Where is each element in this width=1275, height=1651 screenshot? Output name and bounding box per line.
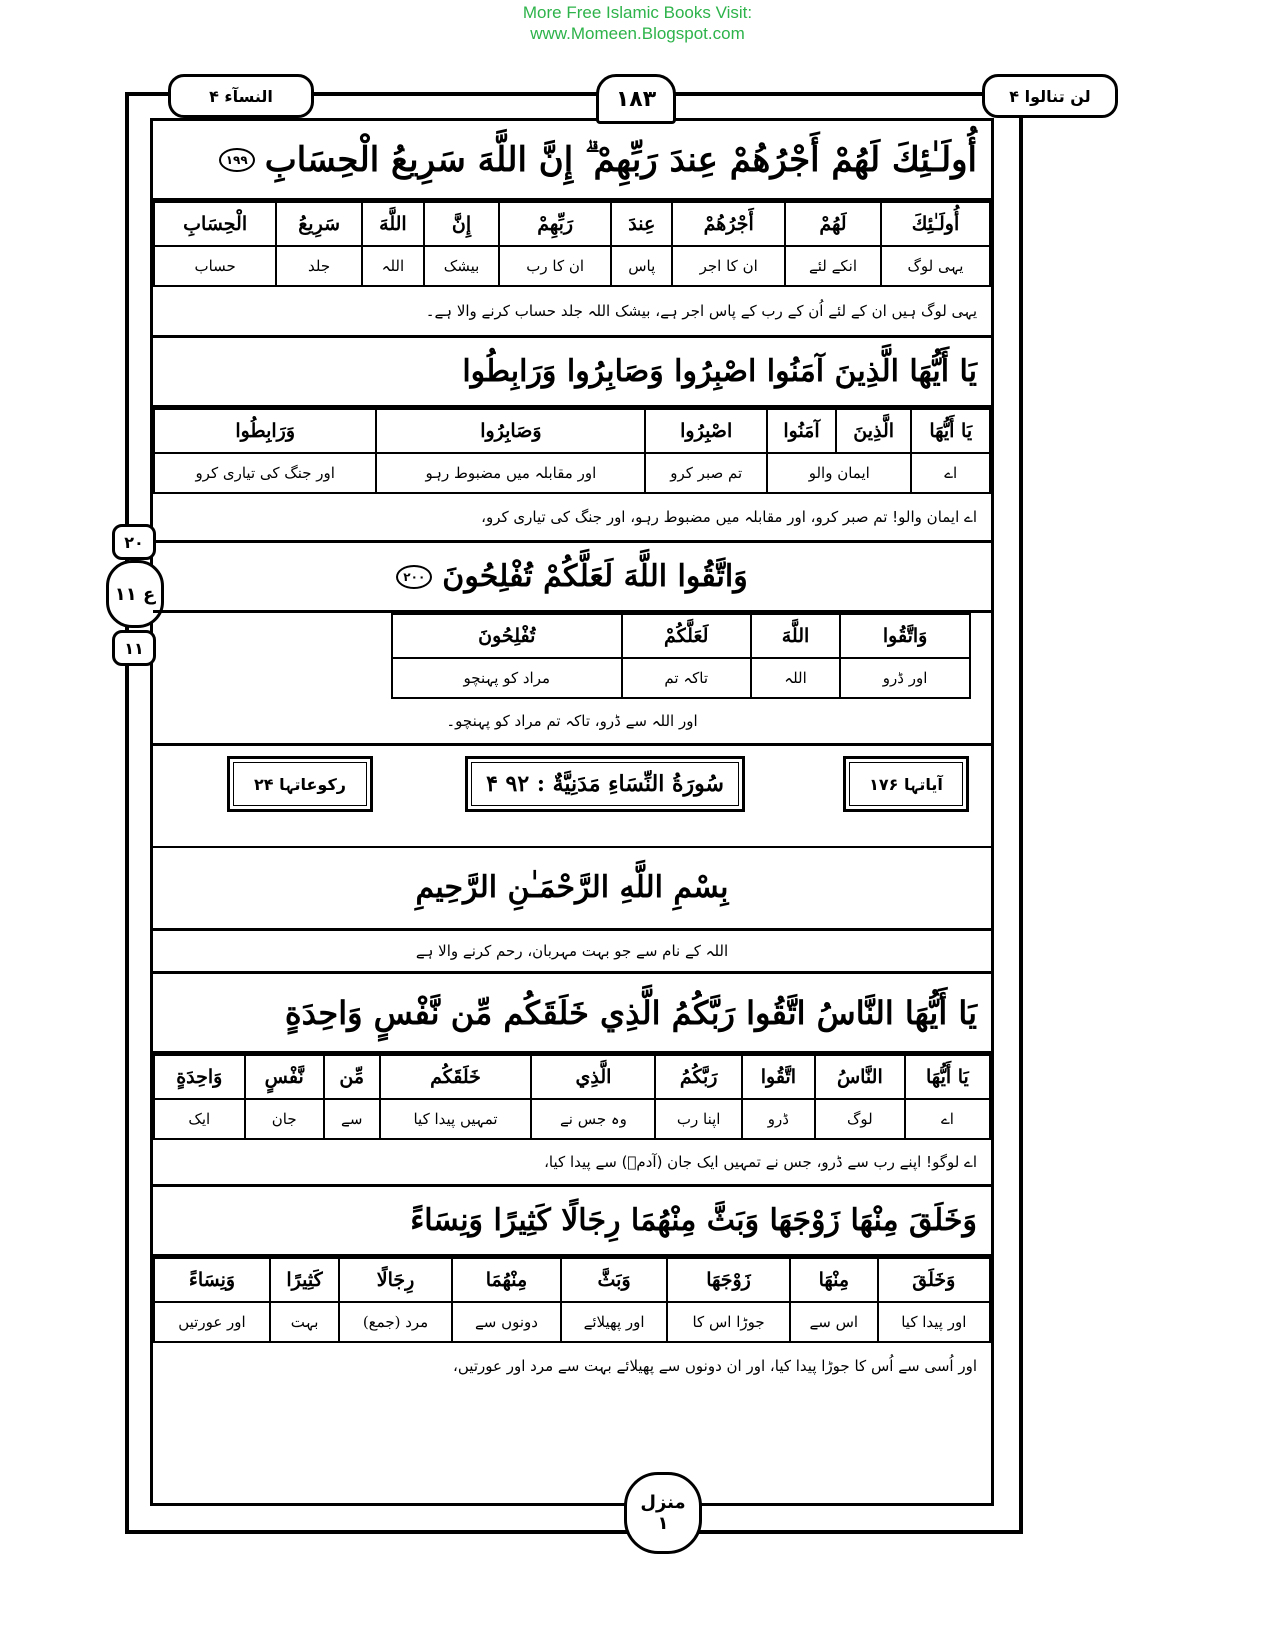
word-urdu: حساب (154, 246, 276, 286)
word-urdu: بہت (270, 1302, 339, 1342)
site-banner (0, 2, 1275, 44)
word-urdu: ان کا اجر (672, 246, 785, 286)
verse-line (153, 1187, 991, 1257)
word-urdu: انکے لئے (785, 246, 881, 286)
word-arabic: لَعَلَّكُمْ (622, 614, 751, 658)
word-urdu: تم صبر کرو (645, 453, 767, 493)
word-urdu: ایک (154, 1099, 245, 1139)
manzil-number: ۱ (657, 1513, 669, 1534)
basmala: بِسْمِ اللَّهِ الرَّحْمَـٰنِ الرَّحِيمِ (153, 848, 991, 931)
word-urdu: ان کا رب (499, 246, 611, 286)
ayat-count-box: آیاتہا ۱۷۶ (843, 756, 969, 812)
word-urdu: ڈرو (742, 1099, 815, 1139)
word-arabic: اصْبِرُوا (645, 409, 767, 453)
word-arabic: لَهُمْ (785, 202, 881, 246)
verse-line (153, 121, 991, 201)
ruku-marker-top: ۲۰ (112, 524, 156, 560)
word-urdu: جان (245, 1099, 324, 1139)
juz-header-label: لن تنالوا ۴ (982, 74, 1118, 118)
word-table (153, 1054, 991, 1140)
word-urdu: اے (905, 1099, 990, 1139)
word-arabic: تُفْلِحُونَ (392, 614, 622, 658)
banner-line-1: More Free Islamic Books Visit: (522, 3, 753, 22)
word-urdu: اور پیدا کیا (878, 1302, 990, 1342)
word-arabic: وَبَثَّ (561, 1258, 667, 1302)
word-urdu: اپنا رب (655, 1099, 741, 1139)
word-arabic: زَوْجَهَا (667, 1258, 790, 1302)
surah-name-box: ۴ سُورَةُ النِّسَاءِ مَدَنِيَّةٌ : ۹۲ (465, 756, 745, 812)
word-arabic: النَّاسُ (815, 1055, 905, 1099)
word-urdu: اس سے (790, 1302, 878, 1342)
manzil-label: منزل (640, 1492, 686, 1513)
word-arabic: عِندَ (611, 202, 672, 246)
word-urdu: یہی لوگ (881, 246, 990, 286)
word-arabic: إِنَّ (424, 202, 499, 246)
word-urdu: تمہیں پیدا کیا (380, 1099, 532, 1139)
word-urdu: تاکہ تم (622, 658, 751, 698)
word-arabic: خَلَقَكُم (380, 1055, 532, 1099)
word-urdu: پاس (611, 246, 672, 286)
word-urdu: دونوں سے (452, 1302, 561, 1342)
page-number: ۱۸۳ (596, 74, 676, 124)
word-table (153, 201, 991, 287)
word-arabic: وَرَابِطُوا (154, 409, 376, 453)
word-arabic: آمَنُوا (767, 409, 836, 453)
word-arabic: مِّن (324, 1055, 380, 1099)
banner-url[interactable]: www.Momeen.Blogspot.com (530, 24, 745, 43)
ruku-marker: ع ۱۱ (106, 560, 164, 628)
verse-number-badge: ۲۰۰ (396, 565, 432, 589)
translation-line: اور اُسی سے اُس کا جوڑا پیدا کیا، اور ان دونوں سے پھیلائے بہت سے مرد اور عورتیں، (453, 1357, 977, 1375)
basmala-translation: اللہ کے نام سے جو بہت مہربان، رحم کرنے والا ہے (153, 931, 991, 974)
translation-line: اور اللہ سے ڈرو، تاکہ تم مراد کو پہنچو۔ (153, 699, 991, 746)
verse-line (153, 543, 991, 613)
word-urdu: ایمان والو (767, 453, 911, 493)
word-urdu: وہ جس نے (531, 1099, 655, 1139)
word-urdu: اور مقابلہ میں مضبوط رہو (376, 453, 645, 493)
word-arabic: رَبَّكُمُ (655, 1055, 741, 1099)
translation-line: یہی لوگ ہیں ان کے لئے اُن کے رب کے پاس اجر ہے، بیشک اللہ جلد حساب کرنے والا ہے۔ (153, 287, 991, 338)
word-urdu: اللہ (751, 658, 840, 698)
verse-line (153, 338, 991, 408)
word-arabic: وَاتَّقُوا (840, 614, 970, 658)
word-urdu: اے (911, 453, 990, 493)
word-urdu: اور ڈرو (840, 658, 970, 698)
ruku-count-box: رکوعاتہا ۲۴ (227, 756, 373, 812)
word-urdu: اللہ (362, 246, 424, 286)
word-arabic: الَّذِي (531, 1055, 655, 1099)
word-urdu: بیشک (424, 246, 499, 286)
word-table (391, 613, 971, 699)
translation-line: اے لوگو! اپنے رب سے ڈرو، جس نے تمہیں ایک جان (آدمؑ) سے پیدا کیا، (153, 1140, 991, 1187)
word-arabic: أُولَـٰئِكَ (881, 202, 990, 246)
word-urdu: اور جنگ کی تیاری کرو (154, 453, 376, 493)
verse-text: وَخَلَقَ مِنْهَا زَوْجَهَا وَبَثَّ مِنْهُمَا رِجَالًا كَثِيرًا وَنِسَاءً (410, 1203, 977, 1238)
word-arabic: وَخَلَقَ (878, 1258, 990, 1302)
verse-text: يَا أَيُّهَا الَّذِينَ آمَنُوا اصْبِرُوا وَصَابِرُوا وَرَابِطُوا (462, 354, 977, 389)
translation-line: اے ایمان والو! تم صبر کرو، اور مقابلہ میں مضبوط رہو، اور جنگ کی تیاری کرو، (153, 494, 991, 543)
surah-heading (153, 746, 991, 848)
word-arabic: رَبِّهِمْ (499, 202, 611, 246)
word-arabic: أَجْرُهُمْ (672, 202, 785, 246)
word-urdu: مراد کو پہنچو (392, 658, 622, 698)
word-table (153, 1257, 991, 1343)
word-arabic: الْحِسَابِ (154, 202, 276, 246)
page-content (153, 121, 991, 1389)
word-arabic: وَصَابِرُوا (376, 409, 645, 453)
verse-text: يَا أَيُّهَا النَّاسُ اتَّقُوا رَبَّكُمُ الَّذِي خَلَقَكُم مِّن نَّفْسٍ وَاحِدَةٍ (284, 993, 977, 1032)
word-arabic: كَثِيرًا (270, 1258, 339, 1302)
word-arabic: الَّذِينَ (836, 409, 912, 453)
surah-header-label: النسآء ۴ (168, 74, 314, 118)
word-urdu: اور پھیلائے (561, 1302, 667, 1342)
word-table (153, 408, 991, 494)
verse-line (153, 974, 991, 1054)
word-arabic: وَاحِدَةٍ (154, 1055, 245, 1099)
verse-text: وَاتَّقُوا اللَّهَ لَعَلَّكُمْ تُفْلِحُونَ (442, 559, 748, 594)
word-arabic: وَنِسَاءً (154, 1258, 270, 1302)
word-arabic: نَّفْسٍ (245, 1055, 324, 1099)
word-urdu: مرد (جمع) (339, 1302, 452, 1342)
verse-text: أُولَـٰئِكَ لَهُمْ أَجْرُهُمْ عِندَ رَبِّهِمْ ۗ إِنَّ اللَّهَ سَرِيعُ الْحِسَابِ (264, 139, 977, 180)
word-urdu: اور عورتیں (154, 1302, 270, 1342)
word-arabic: سَرِيعُ (276, 202, 362, 246)
word-urdu: جوڑا اس کا (667, 1302, 790, 1342)
word-arabic: اللَّهَ (362, 202, 424, 246)
manzil-marker (624, 1472, 702, 1554)
word-arabic: اتَّقُوا (742, 1055, 815, 1099)
word-arabic: اللَّهَ (751, 614, 840, 658)
verse-number-badge: ۱۹۹ (219, 148, 255, 172)
word-arabic: مِنْهَا (790, 1258, 878, 1302)
word-urdu: جلد (276, 246, 362, 286)
word-arabic: يَا أَيُّهَا (911, 409, 990, 453)
ruku-marker-bottom: ۱۱ (112, 630, 156, 666)
word-arabic: رِجَالًا (339, 1258, 452, 1302)
word-arabic: مِنْهُمَا (452, 1258, 561, 1302)
word-urdu: لوگ (815, 1099, 905, 1139)
word-arabic: يَا أَيُّهَا (905, 1055, 990, 1099)
word-urdu: سے (324, 1099, 380, 1139)
